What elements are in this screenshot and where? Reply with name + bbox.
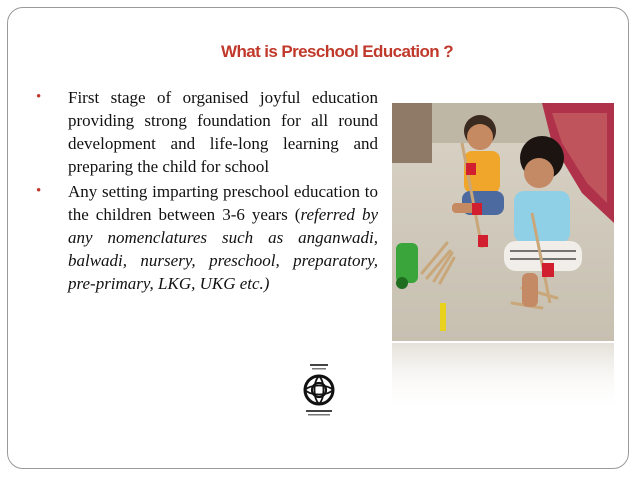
bullet-text: Any setting imparting preschool education to the children between 3-6 years (	[68, 182, 378, 224]
bullet-item	[36, 180, 378, 295]
slide-title: What is Preschool Education ?	[221, 42, 453, 61]
bullet-text-italic: referred by any nomenclatures such as anganwadi, balwadi, nursery, preschool, preparatory, pre-primary, LKG, UKG etc.)	[68, 205, 378, 293]
bullet-text: First stage of organised joyful education providing strong foundation for all round development and life-long learning and preparing the child for school	[68, 88, 378, 176]
bullet-item	[36, 86, 378, 178]
children-playing-photo	[392, 103, 614, 341]
bullet-marker-icon: •	[36, 89, 42, 105]
ncert-emblem-icon	[298, 362, 340, 430]
bullet-list	[36, 86, 378, 297]
photo-reflection	[392, 343, 614, 413]
bullet-marker-icon: •	[36, 183, 42, 199]
